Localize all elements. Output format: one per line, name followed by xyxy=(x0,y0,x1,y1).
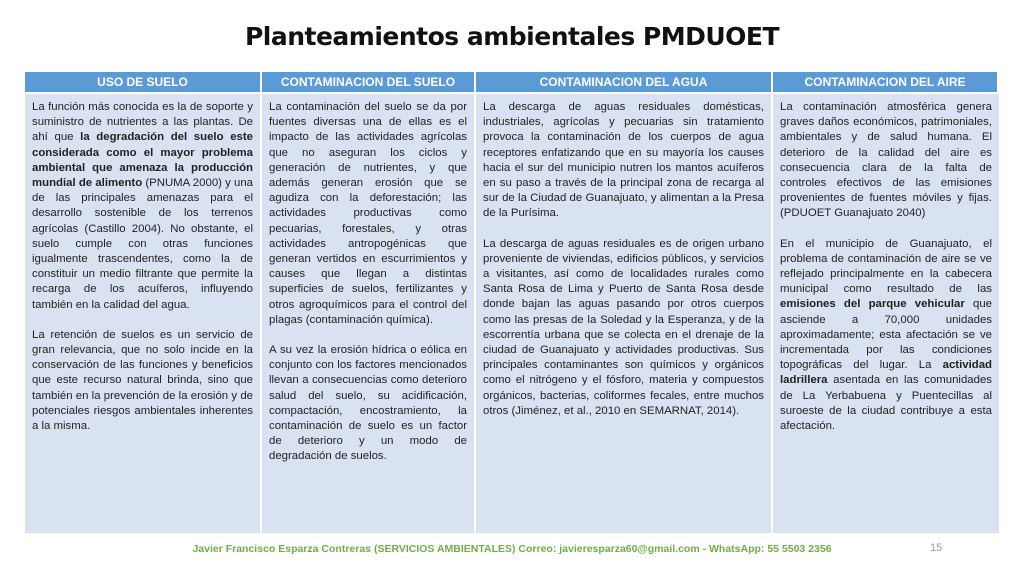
text-run: que asciende a 70,000 unidades aproximadamente; esta afectación se ve incrementada por las condiciones topográficas del lugar. La xyxy=(780,298,992,372)
paragraph: La contaminación del suelo se da por fuentes diversas una de ellas es el impacto de las actividades agrícolas que no aseguran los ciclos y generación de nutrientes, y que además generan erosión que se agudiza con la deforestación; las actividades productivas como pecuarias, forestales, y otras actividades antropogénicas que generan vertidos en escurrimientos y causes que llegan a distintas superficies de suelos, fertilizantes y otros agroquímicos para el control del plagas (contaminación química). xyxy=(269,101,467,326)
paragraph: La descarga de aguas residuales es de origen urbano proveniente de viviendas, edificios públicos, y servicios a visitantes, así como de localidades rurales como Santa Rosa de Lima y Puerto de Santa Rosa desde donde bajan las aguas pasando por otros cuerpos como las presas de la Soledad y la Esperanza, y de la escorrentía urbana que se colecta en el drenaje de la ciudad de Guanajuato y actividades productivas. Sus principales contaminantes son químicos y orgánicos como el nitrógeno y el fósforo, materia y compuestos orgánicos, bacterias, coliformes fecales, entre muchos otros (Jiménez, et al., 2010 en SEMARNAT, 2014). xyxy=(483,237,764,417)
paragraph: La retención de suelos es un servicio de gran relevancia, que no solo incide en la conservación de las funciones y beneficios que este recurso natural brinda, sino que también en la prevención de la erosión y de potenciales riesgos ambientales inherentes a la misma. xyxy=(32,328,253,433)
paragraph: La descarga de aguas residuales domésticas, industriales, agrícolas y pecuarias sin tratamiento provoca la contaminación de los cuerpos de agua receptores enfatizando que en su mayoría los causes hacia el sur del municipio nutren los mantos acuíferos en su paso a través de la principal zona de recarga al sur de la Ciudad de Guanajuato, y alimentan a la Presa de la Purísima. xyxy=(483,101,764,220)
header-uso-de-suelo: USO DE SUELO xyxy=(25,72,262,94)
text-run: asentada en las comunidades de La Yerbabuena y Puentecillas al suroeste de la ciudad contribuye a esta afectación. xyxy=(780,374,992,433)
text-run: La función más conocida es la de soporte y suministro de nutrientes a las plantas. De ahí que xyxy=(32,101,253,144)
text-run: En el municipio de Guanajuato, el problema de contaminación de aire se ve reflejado principalmente en la cabecera municipal como resultado de las xyxy=(780,237,992,296)
cell-contaminacion-agua xyxy=(476,94,773,533)
paragraph xyxy=(780,237,992,435)
paragraph xyxy=(32,100,253,313)
cell-contaminacion-suelo xyxy=(262,94,476,533)
page-number: 15 xyxy=(930,542,943,554)
cell-contaminacion-aire xyxy=(773,94,999,533)
cell-uso-de-suelo xyxy=(25,94,262,533)
bold-text: emisiones del parque vehicular xyxy=(780,298,965,311)
footer-contact: Javier Francisco Esparza Contreras (SERVICIOS AMBIENTALES) Correo: javieresparza60@gmail.com - WhatsApp: 55 5503 2356 xyxy=(192,543,832,555)
environmental-table xyxy=(25,72,999,533)
bold-text: la degradación del suelo este considerada como el mayor problema ambiental que amenaza la producción mundial de alimento xyxy=(32,131,254,190)
paragraph: A su vez la erosión hídrica o eólica en conjunto con los factores mencionados llevan a consecuencias como deterioro salud del suelo, su acidificación, compactación, encostramiento, la contaminación de suelo es un factor de deterioro y un modo de degradación de suelos. xyxy=(269,344,467,463)
header-contaminacion-agua: CONTAMINACION DEL AGUA xyxy=(476,72,773,94)
slide-title: Planteamientos ambientales PMDUOET xyxy=(244,22,780,51)
header-contaminacion-aire: CONTAMINACION DEL AIRE xyxy=(773,72,999,94)
bold-text: actividad ladrillera xyxy=(780,359,992,387)
paragraph: La contaminación atmosférica genera graves daños económicos, patrimoniales, ambientales y de salud humana. El deterioro de la calidad del aire es consecuencia clara de la falta de controles efectivos de las emisiones provenientes de fuentes móviles y fijas. (PDUOET Guanajuato 2040) xyxy=(780,101,992,220)
header-contaminacion-suelo: CONTAMINACION DEL SUELO xyxy=(262,72,476,94)
text-run: (PNUMA 2000) y una de las principales amenazas para el desarrollo sostenible de los terrenos agrícolas (Castillo 2004). No obstante, el suelo cumple con otras funciones igualmente trascendentes, como la de constituir un medio filtrante que permite la recarga de los acuíferos, influyendo también en la calidad del agua. xyxy=(32,177,253,311)
